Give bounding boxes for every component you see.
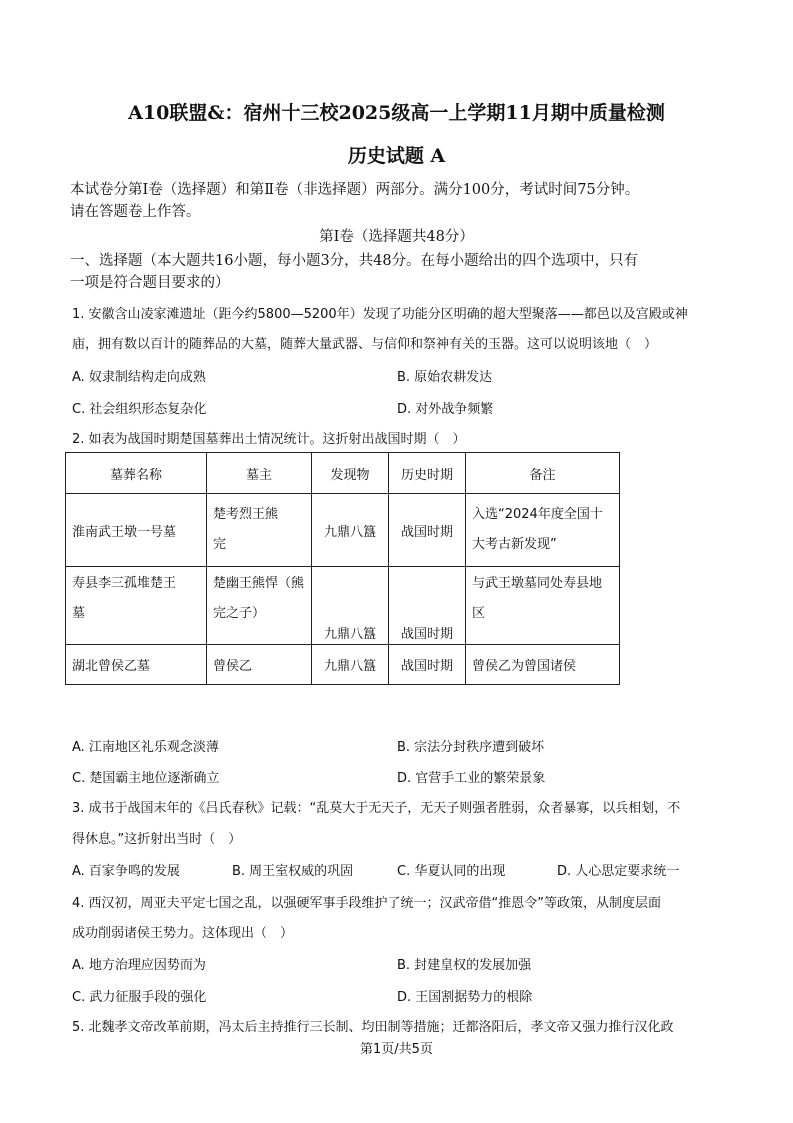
intro-line-1: 本试卷分第Ⅰ卷（选择题）和第Ⅱ卷（非选择题）两部分。满分100分，考试时间75分钟。 (70, 182, 640, 198)
q4-option-b: B. 封建皇权的发展加强 (397, 958, 532, 973)
table-cell: 战国时期 (389, 494, 466, 567)
q2-option-d: D. 官营手工业的繁荣景象 (397, 771, 546, 786)
q2-option-a: A. 江南地区礼乐观念淡薄 (72, 740, 219, 755)
q1-option-d: D. 对外战争频繁 (397, 402, 494, 417)
table-cell: 淮南武王墩一号墓 (66, 494, 207, 567)
table-row (66, 645, 620, 685)
table-cell: 战国时期 (389, 567, 466, 645)
section-instruction-1: 一、选择题（本大题共16小题，每小题3分，共48分。在每小题给出的四个选项中，只有 (70, 253, 639, 269)
q2-stem: 2. 如表为战国时期楚国墓葬出土情况统计。这折射出战国时期（ ） (72, 432, 466, 447)
table-cell: 与武王墩墓同处寿县地 区 (466, 567, 620, 645)
q4-stem-line-1: 4. 西汉初，周亚夫平定七国之乱，以强硬军事手段维护了统一；汉武帝借“推恩令”等政策，从制度层面 (72, 896, 662, 911)
q4-option-a: A. 地方治理应因势而为 (72, 958, 206, 973)
tomb-table (65, 452, 620, 685)
q3-stem-line-1: 3. 成书于战国末年的《吕氏春秋》记载：“乱莫大于无天子，无天子则强者胜弱，众者暴寡，以兵相刬，不 (72, 801, 681, 816)
exam-title: A10联盟&：宿州十三校2025级高一上学期11月期中质量检测 (128, 102, 665, 124)
table-row (66, 494, 620, 567)
table-header-cell: 备注 (466, 453, 620, 494)
q3-option-c: C. 华夏认同的出现 (397, 864, 506, 879)
q4-stem-line-2: 成功削弱诸侯王势力。这体现出（ ） (72, 926, 294, 941)
q1-stem-line-1: 1. 安徽含山凌家滩遗址（距今约5800—5200年）发现了功能分区明确的超大型聚落——都邑以及宫殿或神 (72, 307, 688, 322)
table-cell: 九鼎八簋 (312, 645, 389, 685)
table-cell: 寿县李三孤堆楚王 墓 (66, 567, 207, 645)
table-cell: 曾侯乙为曾国诸侯 (466, 645, 620, 685)
q3-stem-line-2: 得休息。”这折射出当时（ ） (72, 832, 242, 847)
q1-option-b: B. 原始农耕发达 (397, 370, 493, 385)
table-cell: 湖北曾侯乙墓 (66, 645, 207, 685)
q3-option-b: B. 周王室权威的巩固 (232, 864, 354, 879)
q2-option-c: C. 楚国霸主地位逐渐确立 (72, 771, 220, 786)
q4-option-c: C. 武力征服手段的强化 (72, 990, 207, 1005)
table-cell: 楚幽王熊悍（熊 完之子） (207, 567, 312, 645)
table-cell: 楚考烈王熊 完 (207, 494, 312, 567)
section-heading: 第Ⅰ卷（选择题共48分） (319, 229, 474, 245)
section-instruction-2: 一项是符合题目要求的） (70, 275, 230, 291)
table-cell: 入选“2024年度全国十 大考古新发现” (466, 494, 620, 567)
q5-stem-line-1: 5. 北魏孝文帝改革前期，冯太后主持推行三长制、均田制等措施；迁都洛阳后，孝文帝又强力推行汉化政 (72, 1020, 674, 1035)
q2-option-b: B. 宗法分封秩序遭到破坏 (397, 740, 545, 755)
q3-option-d: D. 人心思定要求统一 (557, 864, 680, 879)
intro-line-2: 请在答题卷上作答。 (70, 204, 201, 220)
table-cell: 九鼎八簋 (312, 494, 389, 567)
page-number: 第1页/共5页 (360, 1042, 433, 1057)
q3-option-a: A. 百家争鸣的发展 (72, 864, 180, 879)
table-cell: 曾侯乙 (207, 645, 312, 685)
table-header-cell: 发现物 (312, 453, 389, 494)
exam-subtitle: 历史试题 A (347, 145, 446, 167)
table-cell: 战国时期 (389, 645, 466, 685)
table-header-cell: 墓葬名称 (66, 453, 207, 494)
q1-option-a: A. 奴隶制结构走向成熟 (72, 370, 206, 385)
table-header-row (66, 453, 620, 494)
q4-option-d: D. 王国割据势力的根除 (397, 990, 533, 1005)
table-header-cell: 墓主 (207, 453, 312, 494)
q1-stem-line-2: 庙，拥有数以百计的随葬品的大墓，随葬大量武器、与信仰和祭神有关的玉器。这可以说明该地（ ） (72, 337, 658, 352)
table-header-cell: 历史时期 (389, 453, 466, 494)
table-row (66, 567, 620, 645)
table-cell: 九鼎八簋 (312, 567, 389, 645)
q1-option-c: C. 社会组织形态复杂化 (72, 402, 207, 417)
